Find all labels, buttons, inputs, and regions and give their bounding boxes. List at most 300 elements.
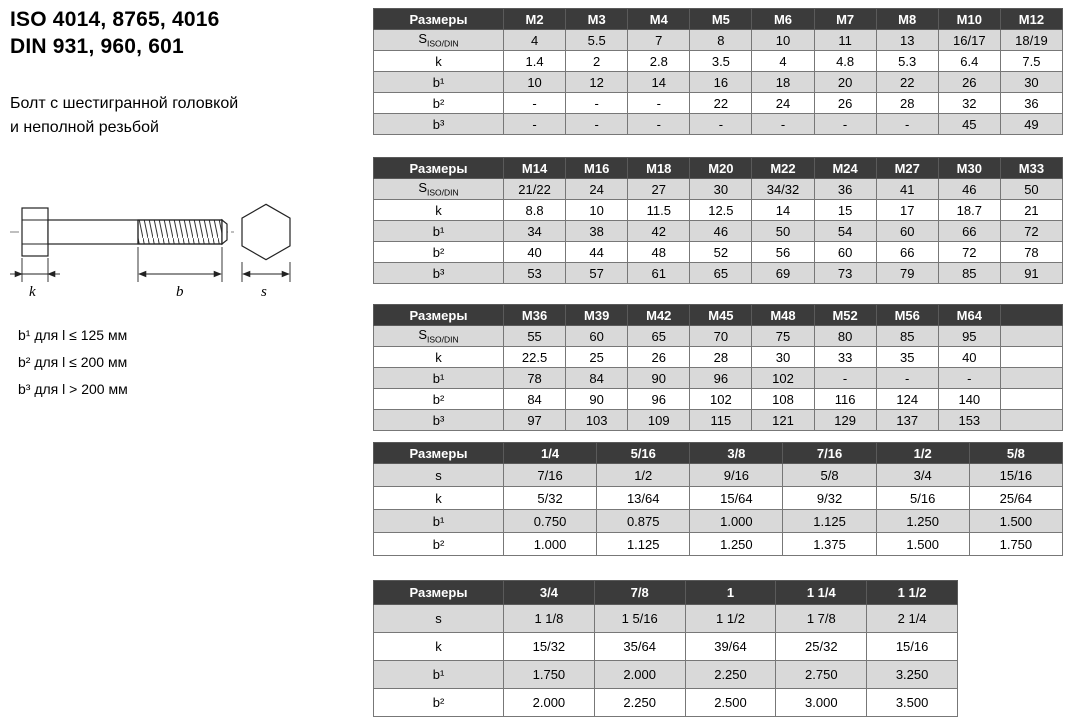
value-cell: - — [504, 114, 566, 135]
value-cell: 53 — [504, 263, 566, 284]
table-header-row — [374, 158, 1063, 179]
value-cell: 10 — [504, 72, 566, 93]
value-cell: 15/16 — [867, 633, 958, 661]
row-label: b³ — [374, 263, 504, 284]
value-cell: 84 — [566, 368, 628, 389]
value-cell: - — [566, 93, 628, 114]
column-header-M3: M3 — [566, 9, 628, 30]
value-cell: 11 — [814, 30, 876, 51]
value-cell: 153 — [938, 410, 1000, 431]
value-cell: 70 — [690, 326, 752, 347]
row-label: b¹ — [374, 72, 504, 93]
note-b3: b³ для l > 200 мм — [18, 381, 128, 397]
value-cell: 140 — [938, 389, 1000, 410]
value-cell: - — [938, 368, 1000, 389]
value-cell: 15/16 — [969, 464, 1062, 487]
value-cell: 25 — [566, 347, 628, 368]
value-cell: 30 — [1000, 72, 1062, 93]
value-cell: 78 — [1000, 242, 1062, 263]
value-cell: 21 — [1000, 200, 1062, 221]
column-header-M64: M64 — [938, 305, 1000, 326]
value-cell: 102 — [752, 368, 814, 389]
value-cell: 2 — [566, 51, 628, 72]
value-cell: 42 — [628, 221, 690, 242]
value-cell: 1.000 — [690, 510, 783, 533]
value-cell: 30 — [752, 347, 814, 368]
value-cell: 75 — [752, 326, 814, 347]
value-cell: 61 — [628, 263, 690, 284]
value-cell: - — [814, 368, 876, 389]
row-label: k — [374, 347, 504, 368]
dim-label-k: k — [29, 284, 36, 300]
row-label: b² — [374, 533, 504, 556]
column-header-sizes: Размеры — [374, 9, 504, 30]
value-cell: 7/16 — [504, 464, 597, 487]
value-cell: 45 — [938, 114, 1000, 135]
column-header-M24: M24 — [814, 158, 876, 179]
row-label: b¹ — [374, 661, 504, 689]
column-header-M30: M30 — [938, 158, 1000, 179]
dim-label-s: s — [261, 284, 267, 300]
row-label: $S_{ISO/DIN}$ — [374, 179, 504, 200]
table-row-b3 — [374, 114, 1063, 135]
column-header-5-8: 5/8 — [969, 443, 1062, 464]
value-cell: 46 — [938, 179, 1000, 200]
value-cell: 84 — [504, 389, 566, 410]
value-cell: 85 — [876, 326, 938, 347]
value-cell: 54 — [814, 221, 876, 242]
column-header-M16: M16 — [566, 158, 628, 179]
value-cell: 108 — [752, 389, 814, 410]
column-header-5-16: 5/16 — [597, 443, 690, 464]
value-cell: - — [690, 114, 752, 135]
value-cell: 115 — [690, 410, 752, 431]
value-cell: 14 — [752, 200, 814, 221]
value-cell: 1.125 — [597, 533, 690, 556]
value-cell: 12.5 — [690, 200, 752, 221]
value-cell: 66 — [876, 242, 938, 263]
row-label: k — [374, 487, 504, 510]
value-cell: 50 — [752, 221, 814, 242]
value-cell: 66 — [938, 221, 1000, 242]
value-cell: 3.5 — [690, 51, 752, 72]
column-header-M48: M48 — [752, 305, 814, 326]
value-cell: 57 — [566, 263, 628, 284]
value-cell: - — [876, 368, 938, 389]
value-cell: 25/64 — [969, 487, 1062, 510]
value-cell: - — [876, 114, 938, 135]
column-header-M42: M42 — [628, 305, 690, 326]
row-label: s — [374, 605, 504, 633]
value-cell: 2 1/4 — [867, 605, 958, 633]
value-cell: 26 — [628, 347, 690, 368]
value-cell: 96 — [690, 368, 752, 389]
column-header-M10: M10 — [938, 9, 1000, 30]
column-header-M5: M5 — [690, 9, 752, 30]
value-cell: 41 — [876, 179, 938, 200]
value-cell: 124 — [876, 389, 938, 410]
value-cell: 60 — [566, 326, 628, 347]
value-cell: 38 — [566, 221, 628, 242]
table-row-b2 — [374, 93, 1063, 114]
dimension-notes — [18, 322, 128, 403]
table-row-k — [374, 633, 958, 661]
row-label: b¹ — [374, 221, 504, 242]
column-header-M27: M27 — [876, 158, 938, 179]
dimension-s — [242, 262, 290, 300]
value-cell: 35 — [876, 347, 938, 368]
value-cell: 60 — [876, 221, 938, 242]
value-cell: 21/22 — [504, 179, 566, 200]
value-cell — [1000, 347, 1062, 368]
value-cell: 1.250 — [690, 533, 783, 556]
value-cell: 8 — [690, 30, 752, 51]
value-cell: 13/64 — [597, 487, 690, 510]
value-cell — [1000, 389, 1062, 410]
value-cell: 73 — [814, 263, 876, 284]
table-row-k — [374, 200, 1063, 221]
column-header-sizes: Размеры — [374, 443, 504, 464]
title-din: DIN 931, 960, 601 — [10, 35, 184, 58]
column-header-M39: M39 — [566, 305, 628, 326]
value-cell: 1.125 — [783, 510, 876, 533]
value-cell: 4.8 — [814, 51, 876, 72]
value-cell: 96 — [628, 389, 690, 410]
table-row-k — [374, 487, 1063, 510]
dimension-b — [138, 247, 222, 300]
value-cell: 3/4 — [876, 464, 969, 487]
column-header-M52: M52 — [814, 305, 876, 326]
table-row-S — [374, 30, 1063, 51]
value-cell: 16/17 — [938, 30, 1000, 51]
value-cell: 1 1/2 — [685, 605, 776, 633]
column-header-sizes: Размеры — [374, 305, 504, 326]
value-cell: 1.4 — [504, 51, 566, 72]
column-header-1-2: 1/2 — [876, 443, 969, 464]
value-cell: 2.250 — [594, 689, 685, 717]
table-metric-m36-m64 — [373, 304, 1063, 431]
column-header-1-1-4: 1 1/4 — [776, 581, 867, 605]
dim-label-b: b — [176, 284, 184, 300]
row-label: b² — [374, 242, 504, 263]
value-cell: 22.5 — [504, 347, 566, 368]
value-cell: 10 — [752, 30, 814, 51]
table-row-b2 — [374, 533, 1063, 556]
row-label: b² — [374, 389, 504, 410]
value-cell: 13 — [876, 30, 938, 51]
table-row-S — [374, 179, 1063, 200]
value-cell: 5/32 — [504, 487, 597, 510]
value-cell: 25/32 — [776, 633, 867, 661]
value-cell: 39/64 — [685, 633, 776, 661]
value-cell: 7.5 — [1000, 51, 1062, 72]
value-cell: 52 — [690, 242, 752, 263]
table-row-s — [374, 605, 958, 633]
bolt-side-view — [10, 208, 234, 256]
row-label: $S_{ISO/DIN}$ — [374, 326, 504, 347]
value-cell: 26 — [814, 93, 876, 114]
value-cell: 18/19 — [1000, 30, 1062, 51]
row-label: b¹ — [374, 510, 504, 533]
column-header-1-4: 1/4 — [504, 443, 597, 464]
row-label: b² — [374, 93, 504, 114]
value-cell: 6.4 — [938, 51, 1000, 72]
table-row-b2 — [374, 389, 1063, 410]
row-label: k — [374, 633, 504, 661]
row-label: b³ — [374, 410, 504, 431]
value-cell: 40 — [504, 242, 566, 263]
column-header-M22: M22 — [752, 158, 814, 179]
row-label: b¹ — [374, 368, 504, 389]
value-cell: 26 — [938, 72, 1000, 93]
value-cell: 80 — [814, 326, 876, 347]
value-cell: 1.750 — [969, 533, 1062, 556]
dimensions-table-m36-m64 — [373, 304, 1063, 431]
value-cell: 15 — [814, 200, 876, 221]
value-cell: 50 — [1000, 179, 1062, 200]
column-header-M4: M4 — [628, 9, 690, 30]
value-cell — [1000, 368, 1062, 389]
value-cell: 7 — [628, 30, 690, 51]
value-cell: 28 — [690, 347, 752, 368]
column-header-M6: M6 — [752, 9, 814, 30]
value-cell: 18.7 — [938, 200, 1000, 221]
table-header-row — [374, 305, 1063, 326]
bolt-drawing-svg — [8, 190, 308, 302]
value-cell: 9/32 — [783, 487, 876, 510]
column-header-M36: M36 — [504, 305, 566, 326]
value-cell: 65 — [690, 263, 752, 284]
value-cell: 18 — [752, 72, 814, 93]
value-cell: 78 — [504, 368, 566, 389]
column-header-7-8: 7/8 — [594, 581, 685, 605]
value-cell: 103 — [566, 410, 628, 431]
value-cell: 16 — [690, 72, 752, 93]
value-cell: 1.750 — [504, 661, 595, 689]
column-header-1: 1 — [685, 581, 776, 605]
value-cell: 72 — [938, 242, 1000, 263]
dimensions-table-inch-small — [373, 442, 1063, 556]
value-cell: 85 — [938, 263, 1000, 284]
value-cell: 79 — [876, 263, 938, 284]
value-cell: 28 — [876, 93, 938, 114]
value-cell: - — [814, 114, 876, 135]
description-line-2: и неполной резьбой — [10, 119, 159, 136]
value-cell: 3.000 — [776, 689, 867, 717]
value-cell: 36 — [814, 179, 876, 200]
value-cell: - — [504, 93, 566, 114]
column-header-M14: M14 — [504, 158, 566, 179]
dimensions-table-m2-m12 — [373, 8, 1063, 135]
value-cell: 14 — [628, 72, 690, 93]
value-cell: 1/2 — [597, 464, 690, 487]
table-row-b1 — [374, 661, 958, 689]
value-cell: 12 — [566, 72, 628, 93]
bolt-description — [10, 92, 238, 140]
value-cell: 60 — [814, 242, 876, 263]
value-cell: 35/64 — [594, 633, 685, 661]
table-row-b2 — [374, 242, 1063, 263]
table-metric-m14-m33 — [373, 157, 1063, 284]
dimension-k — [10, 258, 60, 300]
value-cell: 1 5/16 — [594, 605, 685, 633]
value-cell: 22 — [876, 72, 938, 93]
column-header-3-8: 3/8 — [690, 443, 783, 464]
table-imperial-3-4-to-1-5 — [373, 580, 958, 717]
value-cell: 116 — [814, 389, 876, 410]
bolt-head-view — [242, 204, 290, 259]
table-header-row — [374, 9, 1063, 30]
value-cell: 5/16 — [876, 487, 969, 510]
value-cell: 3.250 — [867, 661, 958, 689]
value-cell: 121 — [752, 410, 814, 431]
column-header-M12: M12 — [1000, 9, 1062, 30]
value-cell: 32 — [938, 93, 1000, 114]
value-cell: 40 — [938, 347, 1000, 368]
table-row-b1 — [374, 510, 1063, 533]
value-cell — [1000, 326, 1062, 347]
value-cell: 1.000 — [504, 533, 597, 556]
value-cell: - — [566, 114, 628, 135]
row-label: k — [374, 51, 504, 72]
value-cell — [1000, 410, 1062, 431]
table-row-b1 — [374, 221, 1063, 242]
value-cell: 36 — [1000, 93, 1062, 114]
dimensions-table-inch-large — [373, 580, 1063, 717]
table-row-b3 — [374, 410, 1063, 431]
value-cell: 1 1/8 — [504, 605, 595, 633]
value-cell: 2.8 — [628, 51, 690, 72]
table-row-b1 — [374, 368, 1063, 389]
value-cell: 97 — [504, 410, 566, 431]
value-cell: 46 — [690, 221, 752, 242]
column-header-M7: M7 — [814, 9, 876, 30]
value-cell: 27 — [628, 179, 690, 200]
value-cell: 48 — [628, 242, 690, 263]
value-cell: 72 — [1000, 221, 1062, 242]
column-header-M2: M2 — [504, 9, 566, 30]
value-cell: 109 — [628, 410, 690, 431]
value-cell: 30 — [690, 179, 752, 200]
value-cell: 33 — [814, 347, 876, 368]
value-cell: 1.500 — [969, 510, 1062, 533]
row-label: b² — [374, 689, 504, 717]
value-cell: 129 — [814, 410, 876, 431]
row-label: k — [374, 200, 504, 221]
value-cell: 4 — [752, 51, 814, 72]
value-cell: 5.5 — [566, 30, 628, 51]
value-cell: 56 — [752, 242, 814, 263]
value-cell: 0.875 — [597, 510, 690, 533]
value-cell: 102 — [690, 389, 752, 410]
value-cell: 69 — [752, 263, 814, 284]
column-header-empty — [1000, 305, 1062, 326]
column-header-1-1-2: 1 1/2 — [867, 581, 958, 605]
column-header-M33: M33 — [1000, 158, 1062, 179]
value-cell: 2.000 — [594, 661, 685, 689]
value-cell: 15/32 — [504, 633, 595, 661]
value-cell: 15/64 — [690, 487, 783, 510]
value-cell: 20 — [814, 72, 876, 93]
value-cell: 4 — [504, 30, 566, 51]
table-header-row — [374, 443, 1063, 464]
value-cell: 0.750 — [504, 510, 597, 533]
table-row-s — [374, 464, 1063, 487]
value-cell: 24 — [566, 179, 628, 200]
row-label: b³ — [374, 114, 504, 135]
value-cell: 49 — [1000, 114, 1062, 135]
table-metric-m2-m12 — [373, 8, 1063, 135]
value-cell: 11.5 — [628, 200, 690, 221]
title-iso: ISO 4014, 8765, 4016 — [10, 8, 220, 31]
value-cell: - — [628, 93, 690, 114]
value-cell: 34 — [504, 221, 566, 242]
value-cell: 5.3 — [876, 51, 938, 72]
value-cell: 2.000 — [504, 689, 595, 717]
value-cell: 17 — [876, 200, 938, 221]
column-header-M20: M20 — [690, 158, 752, 179]
column-header-3-4: 3/4 — [504, 581, 595, 605]
value-cell: - — [752, 114, 814, 135]
column-header-M18: M18 — [628, 158, 690, 179]
value-cell: 90 — [566, 389, 628, 410]
value-cell: 1.500 — [876, 533, 969, 556]
value-cell: 137 — [876, 410, 938, 431]
value-cell: 34/32 — [752, 179, 814, 200]
note-b2: b² для l ≤ 200 мм — [18, 354, 128, 370]
value-cell: 9/16 — [690, 464, 783, 487]
row-label: $S_{ISO/DIN}$ — [374, 30, 504, 51]
value-cell: 2.750 — [776, 661, 867, 689]
table-row-b2 — [374, 689, 958, 717]
bolt-drawing — [8, 190, 308, 307]
value-cell: 65 — [628, 326, 690, 347]
value-cell: 5/8 — [783, 464, 876, 487]
column-header-M8: M8 — [876, 9, 938, 30]
value-cell: 1.375 — [783, 533, 876, 556]
table-imperial-quarter-to-5-8 — [373, 442, 1063, 556]
value-cell: 95 — [938, 326, 1000, 347]
table-row-b3 — [374, 263, 1063, 284]
value-cell: 44 — [566, 242, 628, 263]
column-header-M56: M56 — [876, 305, 938, 326]
value-cell: 1 7/8 — [776, 605, 867, 633]
value-cell: 8.8 — [504, 200, 566, 221]
value-cell: 2.250 — [685, 661, 776, 689]
note-b1: b¹ для l ≤ 125 мм — [18, 327, 128, 343]
info-panel — [10, 6, 368, 60]
value-cell: 22 — [690, 93, 752, 114]
value-cell: 90 — [628, 368, 690, 389]
column-header-7-16: 7/16 — [783, 443, 876, 464]
column-header-M45: M45 — [690, 305, 752, 326]
value-cell: 55 — [504, 326, 566, 347]
value-cell: 2.500 — [685, 689, 776, 717]
value-cell: 1.250 — [876, 510, 969, 533]
column-header-sizes: Размеры — [374, 158, 504, 179]
value-cell: 24 — [752, 93, 814, 114]
description-line-1: Болт с шестигранной головкой — [10, 95, 239, 112]
table-row-k — [374, 51, 1063, 72]
table-row-k — [374, 347, 1063, 368]
page-title — [10, 6, 368, 60]
dimensions-table-m14-m33 — [373, 157, 1063, 284]
value-cell: 3.500 — [867, 689, 958, 717]
tables-column — [373, 8, 1065, 717]
column-header-sizes: Размеры — [374, 581, 504, 605]
table-header-row — [374, 581, 958, 605]
table-row-S — [374, 326, 1063, 347]
